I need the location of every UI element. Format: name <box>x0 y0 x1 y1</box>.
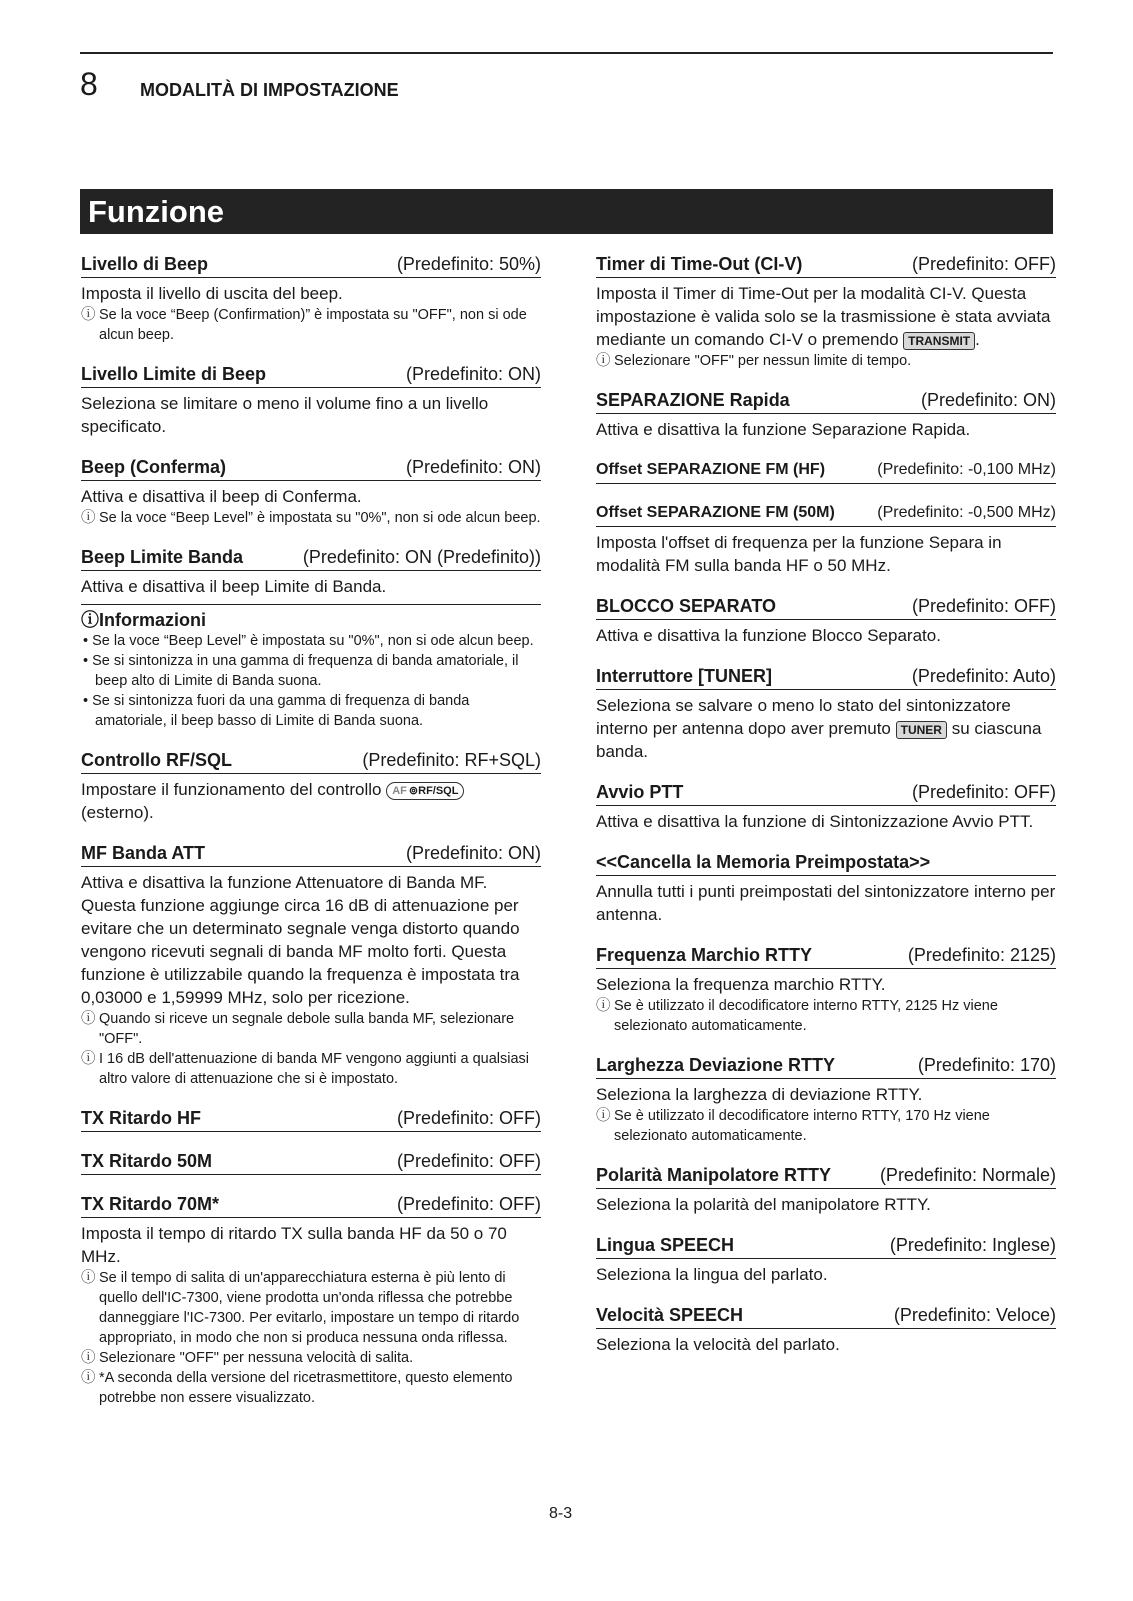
setting-description: Seleziona se salvare o meno lo stato del sintonizzatore interno per antenna dopo aver premuto TUNER su ciascuna banda. <box>596 696 1042 761</box>
setting-title: MF Banda ATT <box>81 843 205 863</box>
setting-default: (Predefinito: -0,500 MHz) <box>877 504 1056 521</box>
setting-description: Imposta il Timer di Time-Out per la modalità CI-V. Questa impostazione è valida solo se la trasmissione è stata avviata mediante un comando CI-V o premendo TRANSMIT . <box>596 284 1051 349</box>
setting-title: Controllo RF/SQL <box>81 750 232 770</box>
setting-description: Seleziona la frequenza marchio RTTY. <box>596 975 886 994</box>
setting-note: ⓘ Se il tempo di salita di un'apparecchiatura esterna è più lento di quello dell'IC-7300, viene prodotta un'onda riflessa che potrebbe danneggiare l'IC-7300. Per evitarlo, impostare un tempo di ritardo appropriato, in modo che non si produca nessuna onda riflessa. <box>81 1270 520 1346</box>
setting-tx-delay-70m <box>81 1193 541 1408</box>
setting-description: Attiva e disattiva la funzione Blocco Separato. <box>596 626 941 645</box>
info-icon: ⓘ <box>81 1370 96 1386</box>
setting-title: Larghezza Deviazione RTTY <box>596 1055 836 1075</box>
setting-note: ⓘ Selezionare "OFF" per nessun limite di tempo. <box>596 353 912 369</box>
setting-header <box>596 459 1056 484</box>
setting-title: TX Ritardo 50M <box>81 1151 213 1171</box>
setting-header <box>596 1304 1056 1329</box>
setting-default: (Predefinito: ON) <box>405 364 541 384</box>
setting-time-out-timer <box>596 253 1056 371</box>
info-icon: ⓘ <box>596 353 611 369</box>
setting-description: Annulla tutti i punti preimpostati del sintonizzatore interno per antenna. <box>596 882 1056 924</box>
setting-ptt-start <box>596 781 1056 833</box>
setting-default: (Predefinito: OFF) <box>911 254 1056 274</box>
section-band <box>80 189 1053 234</box>
info-icon: ⓘ <box>81 1270 96 1286</box>
left-column <box>81 253 541 1426</box>
setting-rf-sql-control <box>81 749 541 824</box>
setting-default: (Predefinito: Normale) <box>879 1165 1056 1185</box>
setting-title: Offset SEPARAZIONE FM (HF) <box>596 461 826 478</box>
setting-default: (Predefinito: -0,100 MHz) <box>877 461 1056 478</box>
setting-note: ⓘ Selezionare "OFF" per nessuna velocità di salita. <box>81 1350 414 1366</box>
setting-description: Attiva e disattiva il beep di Conferma. <box>81 487 362 506</box>
header-rule <box>80 52 1053 54</box>
transmit-key-icon: TRANSMIT <box>903 332 975 350</box>
setting-note: ⓘ Se la voce “Beep Level” è impostata su "0%", non si ode alcun beep. <box>81 510 541 526</box>
setting-description: Attiva e disattiva la funzione Separazione Rapida. <box>596 420 971 439</box>
setting-description: Seleziona la polarità del manipolatore RTTY. <box>596 1195 931 1214</box>
setting-title: Livello Limite di Beep <box>81 364 267 384</box>
info-item: • Se si sintonizza in una gamma di frequenza di banda amatoriale, il beep alto di Limite di Banda suona. <box>83 653 519 689</box>
setting-description: Seleziona se limitare o meno il volume fino a un livello specificato. <box>81 394 489 436</box>
setting-default: (Predefinito: OFF) <box>396 1194 541 1214</box>
setting-title: Interruttore [TUNER] <box>596 666 772 686</box>
setting-default: (Predefinito: Veloce) <box>893 1305 1056 1325</box>
setting-title: Velocità SPEECH <box>596 1305 744 1325</box>
setting-title: Frequenza Marchio RTTY <box>596 945 813 965</box>
info-icon: ⓘ <box>81 1011 96 1027</box>
setting-description: Seleziona la larghezza di deviazione RTTY. <box>596 1085 923 1104</box>
setting-header <box>596 1234 1056 1259</box>
setting-title: <<Cancella la Memoria Preimpostata>> <box>596 852 931 872</box>
setting-title: SEPARAZIONE Rapida <box>596 390 790 410</box>
setting-default: (Predefinito: ON (Predefinito)) <box>302 547 541 567</box>
setting-default: (Predefinito: OFF) <box>396 1108 541 1128</box>
info-item: • Se la voce “Beep Level” è impostata su "0%", non si ode alcun beep. <box>83 633 534 649</box>
page-number: 8-3 <box>549 1505 573 1522</box>
setting-default: (Predefinito: OFF) <box>911 596 1056 616</box>
info-icon: ⓘ <box>81 307 96 323</box>
info-box <box>81 604 541 731</box>
setting-description: Imposta il tempo di ritardo TX sulla banda HF da 50 o 70 MHz. <box>81 1224 507 1266</box>
setting-split-lock <box>596 595 1056 647</box>
setting-note: ⓘ *A seconda della versione del ricetrasmettitore, questo elemento potrebbe non essere visualizzato. <box>81 1370 513 1406</box>
setting-beep-limit-level <box>81 363 541 438</box>
setting-header <box>81 1107 541 1132</box>
setting-default: (Predefinito: ON) <box>405 457 541 477</box>
setting-default: (Predefinito: OFF) <box>911 782 1056 802</box>
setting-speech-language <box>596 1234 1056 1286</box>
info-icon: ⓘ <box>81 510 96 526</box>
setting-split-offset-50m <box>596 502 1056 577</box>
setting-description: Seleziona la velocità del parlato. <box>596 1335 840 1354</box>
setting-note: ⓘ Se è utilizzato il decodificatore interno RTTY, 2125 Hz viene selezionato automaticamente. <box>596 998 998 1034</box>
setting-title: Lingua SPEECH <box>596 1235 735 1255</box>
info-icon: ⓘ <box>596 998 611 1014</box>
info-icon: ⓘ <box>596 1108 611 1124</box>
section-title: Funzione <box>88 194 225 229</box>
setting-mf-band-att <box>81 842 541 1089</box>
setting-note: ⓘ Quando si riceve un segnale debole sulla banda MF, selezionare "OFF". <box>81 1011 515 1047</box>
setting-header <box>81 456 541 481</box>
setting-default: (Predefinito: RF+SQL) <box>362 750 541 770</box>
setting-default: (Predefinito: OFF) <box>396 1151 541 1171</box>
setting-beep-confirm <box>81 456 541 528</box>
setting-tuner-switch <box>596 665 1056 763</box>
tuner-key-icon: TUNER <box>896 721 947 739</box>
info-heading: ⓘInformazioni <box>81 604 541 631</box>
info-icon: ⓘ <box>81 1350 96 1366</box>
setting-header <box>596 1054 1056 1079</box>
info-item: • Se si sintonizza fuori da una gamma di frequenza di banda amatoriale, il beep basso di Limite di Banda suona. <box>83 693 470 729</box>
setting-rtty-mark-frequency <box>596 944 1056 1036</box>
setting-default: (Predefinito: Auto) <box>911 666 1056 686</box>
setting-title: Polarità Manipolatore RTTY <box>596 1165 832 1185</box>
setting-header <box>596 1164 1056 1189</box>
setting-default: (Predefinito: Inglese) <box>889 1235 1056 1255</box>
chapter-title: MODALITÀ DI IMPOSTAZIONE <box>140 80 399 100</box>
setting-description: Impostare il funzionamento del controllo AF ⊚RF/SQL (esterno). <box>81 778 541 824</box>
setting-description: Imposta l'offset di frequenza per la funzione Separa in modalità FM sulla banda HF o 50 MHz. <box>596 533 1002 575</box>
setting-header <box>81 253 541 278</box>
setting-note: ⓘ Se è utilizzato il decodificatore interno RTTY, 170 Hz viene selezionato automaticamente. <box>596 1108 990 1144</box>
chapter-number: 8 <box>80 66 98 102</box>
setting-description: Attiva e disattiva la funzione di Sintonizzazione Avvio PTT. <box>596 812 1034 831</box>
setting-header <box>81 546 541 571</box>
setting-header <box>596 389 1056 414</box>
setting-header <box>81 1193 541 1218</box>
setting-band-edge-beep <box>81 546 541 598</box>
setting-title: Timer di Time-Out (CI-V) <box>596 254 803 274</box>
setting-title: Offset SEPARAZIONE FM (50M) <box>596 504 835 521</box>
setting-title: TX Ritardo HF <box>81 1108 201 1128</box>
setting-title: Livello di Beep <box>81 254 209 274</box>
setting-note: ⓘ I 16 dB dell'attenuazione di banda MF vengono aggiunti a qualsiasi altro valore di attenuazione che si è impostato. <box>81 1051 530 1087</box>
setting-title: Avvio PTT <box>596 782 684 802</box>
setting-header <box>81 749 541 774</box>
setting-rtty-keying-polarity <box>596 1164 1056 1216</box>
setting-beep-level <box>81 253 541 345</box>
setting-header <box>596 665 1056 690</box>
setting-title: Beep Limite Banda <box>81 547 244 567</box>
setting-note: ⓘ Se la voce “Beep (Confirmation)” è impostata su "OFF", non si ode alcun beep. <box>81 307 527 343</box>
setting-default: (Predefinito: 2125) <box>907 945 1056 965</box>
info-icon: ⓘ <box>81 610 99 630</box>
setting-header <box>81 1150 541 1175</box>
setting-split-offset-hf <box>596 459 1056 484</box>
setting-header <box>596 595 1056 620</box>
setting-default: (Predefinito: ON) <box>405 843 541 863</box>
setting-default: (Predefinito: 50%) <box>396 254 541 274</box>
setting-header <box>596 781 1056 806</box>
setting-header <box>596 502 1056 527</box>
right-column <box>596 253 1056 1374</box>
setting-title: Beep (Conferma) <box>81 457 227 477</box>
setting-tx-delay-hf <box>81 1107 541 1132</box>
setting-description: Imposta il livello di uscita del beep. <box>81 284 343 303</box>
setting-default: (Predefinito: ON) <box>920 390 1056 410</box>
info-icon: ⓘ <box>81 1051 96 1067</box>
setting-description: Attiva e disattiva il beep Limite di Banda. <box>81 577 387 596</box>
setting-title: BLOCCO SEPARATO <box>596 596 777 616</box>
setting-header <box>596 944 1056 969</box>
setting-rtty-shift-width <box>596 1054 1056 1146</box>
setting-tx-delay-50m <box>81 1150 541 1175</box>
setting-quick-split <box>596 389 1056 441</box>
setting-header <box>596 253 1056 278</box>
setting-description: Seleziona la lingua del parlato. <box>596 1265 828 1284</box>
rf-sql-knob-icon: AF ⊚RF/SQL <box>386 782 464 800</box>
setting-preset-memory-clear <box>596 851 1056 926</box>
setting-description: Attiva e disattiva la funzione Attenuatore di Banda MF. Questa funzione aggiunge circa 16 dB di attenuazione per evitare che un determinato segnale venga distorto quando vengono ricevuti segnali di banda MF molto forti. Questa funzione è utilizzabile quando la frequenza è impostata tra 0,03000 e 1,59999 MHz, solo per ricezione. <box>81 873 520 1007</box>
setting-header <box>596 851 1056 876</box>
setting-speech-speed <box>596 1304 1056 1356</box>
setting-default: (Predefinito: 170) <box>917 1055 1056 1075</box>
setting-title: TX Ritardo 70M* <box>81 1194 220 1214</box>
setting-header <box>81 363 541 388</box>
setting-header <box>81 842 541 867</box>
